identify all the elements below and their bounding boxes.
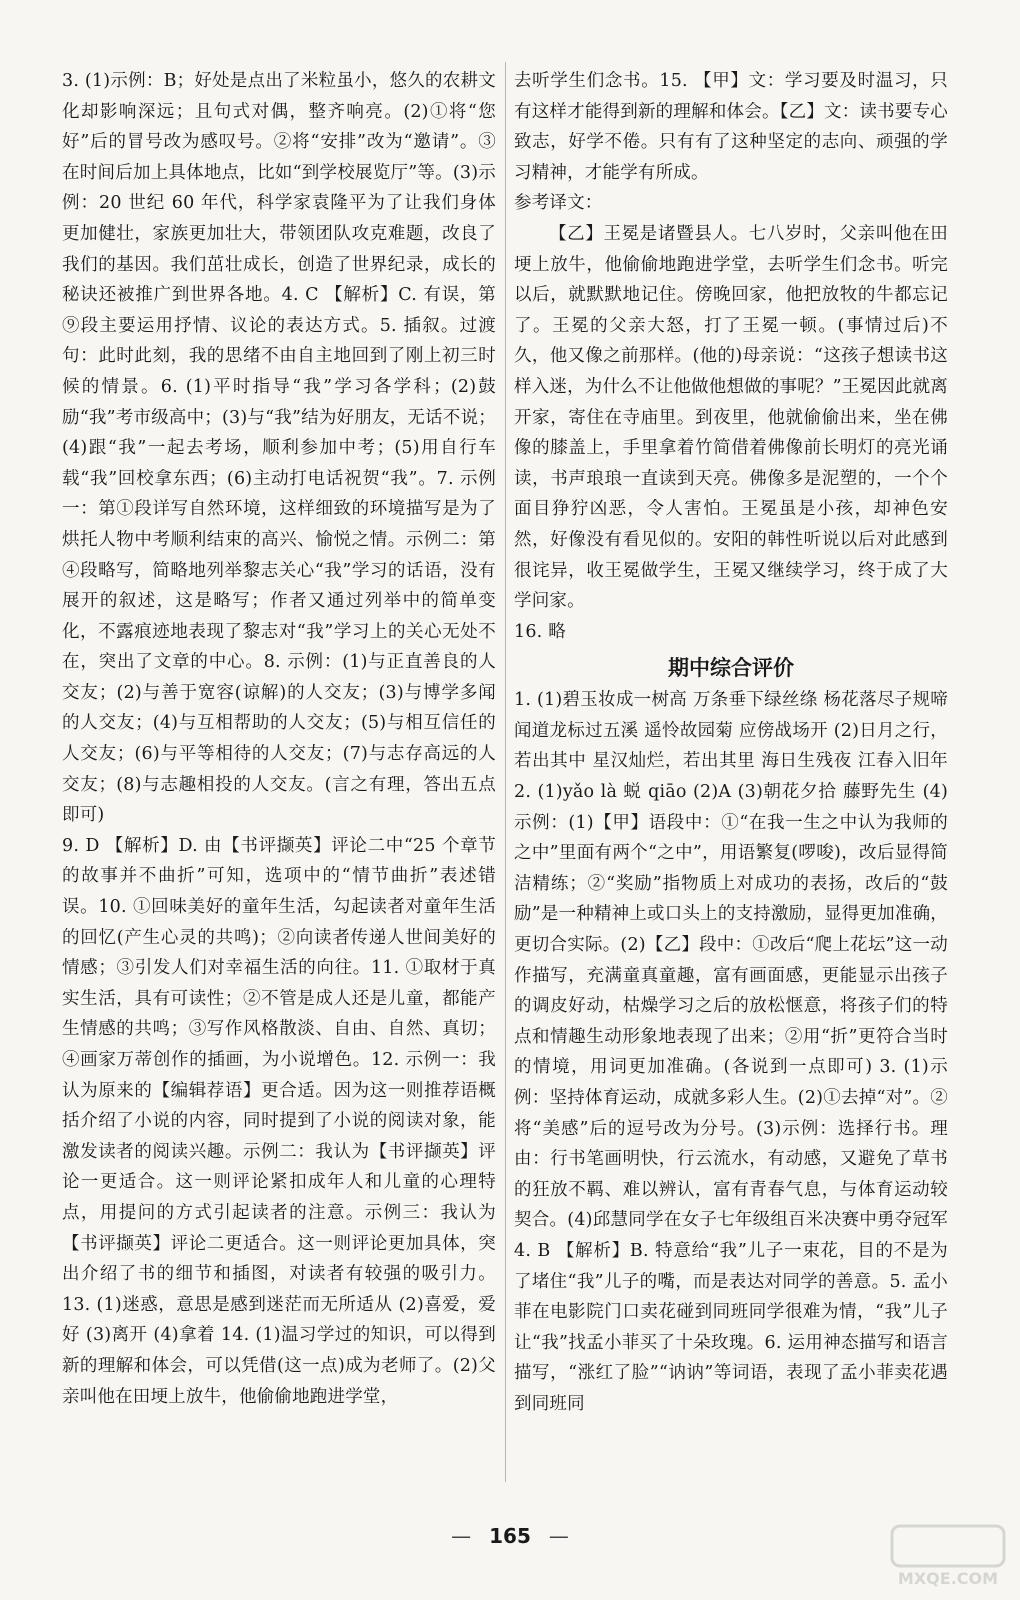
page-number: — 165 — (451, 1524, 569, 1548)
column-divider (505, 62, 506, 1482)
svg-text:MXQE.COM: MXQE.COM (897, 1569, 999, 1588)
left-column (62, 66, 496, 1412)
section-title: 期中综合评价 (668, 656, 794, 681)
reference-translation-heading: 参考译文： (514, 193, 603, 214)
reference-translation: 【乙】王冕是诸暨县人。七八岁时，父亲叫他在田埂上放牛，他偷偷地跑进学堂，去听学生们念书。听完以后，就默默地记住。傍晚回家，他把放牧的牛都忘记了。王冕的父亲大怒，打了王冕一顿。(事情过后)不久，他又像之前那样。(他的)母亲说：“这孩子想读书这样入迷，为什么不让他做他想做的事呢？”王冕因此就离开家，寄住在寺庙里。到夜里，他就偷偷出来，坐在佛像的膝盖上，手里拿着竹简借着佛像前长明灯的亮光诵读，书声琅琅一直读到天亮。佛像多是泥塑的，一个个面目狰狞凶恶，令人害怕。王冕虽是小孩，却神色安然，好像没有看见似的。安阳的韩性听说以后对此感到很诧异，收王冕做学生，王冕又继续学习，终于成了大学问家。 (514, 223, 948, 612)
right-column (514, 66, 948, 1420)
midterm-answers: 1. (1)碧玉妆成一树高 万条垂下绿丝绦 杨花落尽子规啼 闻道龙标过五溪 遥怜故园菊 应傍战场开 (2)日月之行，若出其中 星汉灿烂，若出其里 海日生残夜 江春入旧年 2. (1)yǎo là 蜕 qiāo (2)A (3)朝花夕拾 藤野先生 (4)示例：(1)【甲】语段中：①“在我一生之中认为我师的之中”里面有两个“之中”，用语繁复(啰唆)，改后显得简洁精练；②“奖励”指物质上对成功的表扬，改后的“鼓励”是一种精神上或口头上的支持激励，显得更加准确，更切合实际。(2)【乙】段中：①改后“爬上花坛”这一动作描写，充满童真童趣，富有画面感，更能显示出孩子的调皮好动，枯燥学习之后的放松惬意，将孩子们的特点和情趣生动形象地表现了出来；②用“折”更符合当时的情境，用词更加准确。(各说到一点即可) 3. (1)示例：坚持体育运动，成就多彩人生。(2)①去掉“对”。②将“美感”后的逗号改为分号。(3)示例：选择行书。理由：行书笔画明快，行云流水，有动感，又避免了草书的狂放不羁、难以辨认，富有青春气息，与体育运动较契合。(4)邱慧同学在女子七年级组百米决赛中勇夺冠军 4. B 【解析】B. 特意给“我”儿子一束花，目的不是为了堵住“我”儿子的嘴，而是表达对同学的善意。5. 孟小菲在电影院门口卖花碰到同班同学很难为情，“我”儿子让“我”找孟小菲买了十朵玫瑰。6. 运用神态描写和语言描写，“涨红了脸”“讷讷”等词语，表现了孟小菲卖花遇到同班同 (514, 690, 948, 1414)
watermark-logo (888, 1522, 1008, 1592)
answers-3-to-8: 3. (1)示例：B；好处是点出了米粒虽小，悠久的农耕文化却影响深远；且句式对偶，整齐响亮。(2)①将“您好”后的冒号改为感叹号。②将“安排”改为“邀请”。③在时间后加上具体地点，比如“到学校展览厅”等。(3)示例：20 世纪 60 年代，科学家袁隆平为了让我们身体更加健壮，家族更加壮大，带领团队攻克难题，改良了我们的基因。我们茁壮成长，创造了世界纪录，成长的秘诀还被推广到世界各地。4. C 【解析】C. 有误，第⑨段主要运用抒情、议论的表达方式。5. 插叙。过渡句：此时此刻，我的思绪不由自主地回到了刚上初三时候的情景。6. (1)平时指导“我”学习各学科；(2)鼓励“我”考市级高中；(3)与“我”结为好朋友，无话不说；(4)跟“我”一起去考场，顺利参加中考；(5)用自行车载“我”回校拿东西；(6)主动打电话祝贺“我”。7. 示例一：第①段详写自然环境，这样细致的环境描写是为了烘托人物中考顺利结束的高兴、愉悦之情。示例二：第④段略写，简略地列举黎志关心“我”学习的话语，没有展开的叙述，这是略写；作者又通过列举中的简单变化，不露痕迹地表现了黎志对“我”学习上的关心无处不在，突出了文章的中心。8. 示例：(1)与正直善良的人交友；(2)与善于宽容(谅解)的人交友；(3)与博学多闻的人交友；(4)与互相帮助的人交友；(5)与相互信任的人交友；(6)与平等相待的人交友；(7)与志存高远的人交友；(8)与志趣相投的人交友。(言之有理，答出五点即可) (62, 71, 496, 826)
answer-16: 16. 略 (514, 621, 566, 642)
answers-9-to-14: 9. D 【解析】D. 由【书评撷英】评论二中“25 个章节的故事并不曲折”可知，选项中的“情节曲折”表述错误。10. ①回味美好的童年生活，勾起读者对童年生活的回忆(产生心灵的共鸣)；②向读者传递人世间美好的情感；③引发人们对幸福生活的向往。11. ①取材于真实生活，具有可读性；②不管是成人还是儿童，都能产生情感的共鸣；③写作风格散淡、自由、自然、真切；④画家万蒂创作的插画，为小说增色。12. 示例一：我认为原来的【编辑荐语】更合适。因为这一则推荐语概括介绍了小说的内容，同时提到了小说的阅读对象，能激发读者的阅读兴趣。示例二：我认为【书评撷英】评论一更适合。这一则评论紧扣成年人和儿童的心理特点，用提问的方式引起读者的注意。示例三：我认为【书评撷英】评论二更适合。这一则评论更加具体，突出介绍了书的细节和插图，对读者有较强的吸引力。13. (1)迷惑，意思是感到迷茫而无所适从 (2)喜爱，爱好 (3)离开 (4)拿着 14. (1)温习学过的知识，可以得到新的理解和体会，可以凭借(这一点)成为老师了。(2)父亲叫他在田埂上放牛，他偷偷地跑进学堂， (62, 835, 496, 1407)
answer-15: 去听学生们念书。15. 【甲】文：学习要及时温习，只有这样才能得到新的理解和体会。【乙】文：读书要专心致志，好学不倦。只有有了这种坚定的志向、顽强的学习精神，才能学有所成。 (514, 71, 948, 183)
page-number-value: 165 (489, 1524, 531, 1548)
